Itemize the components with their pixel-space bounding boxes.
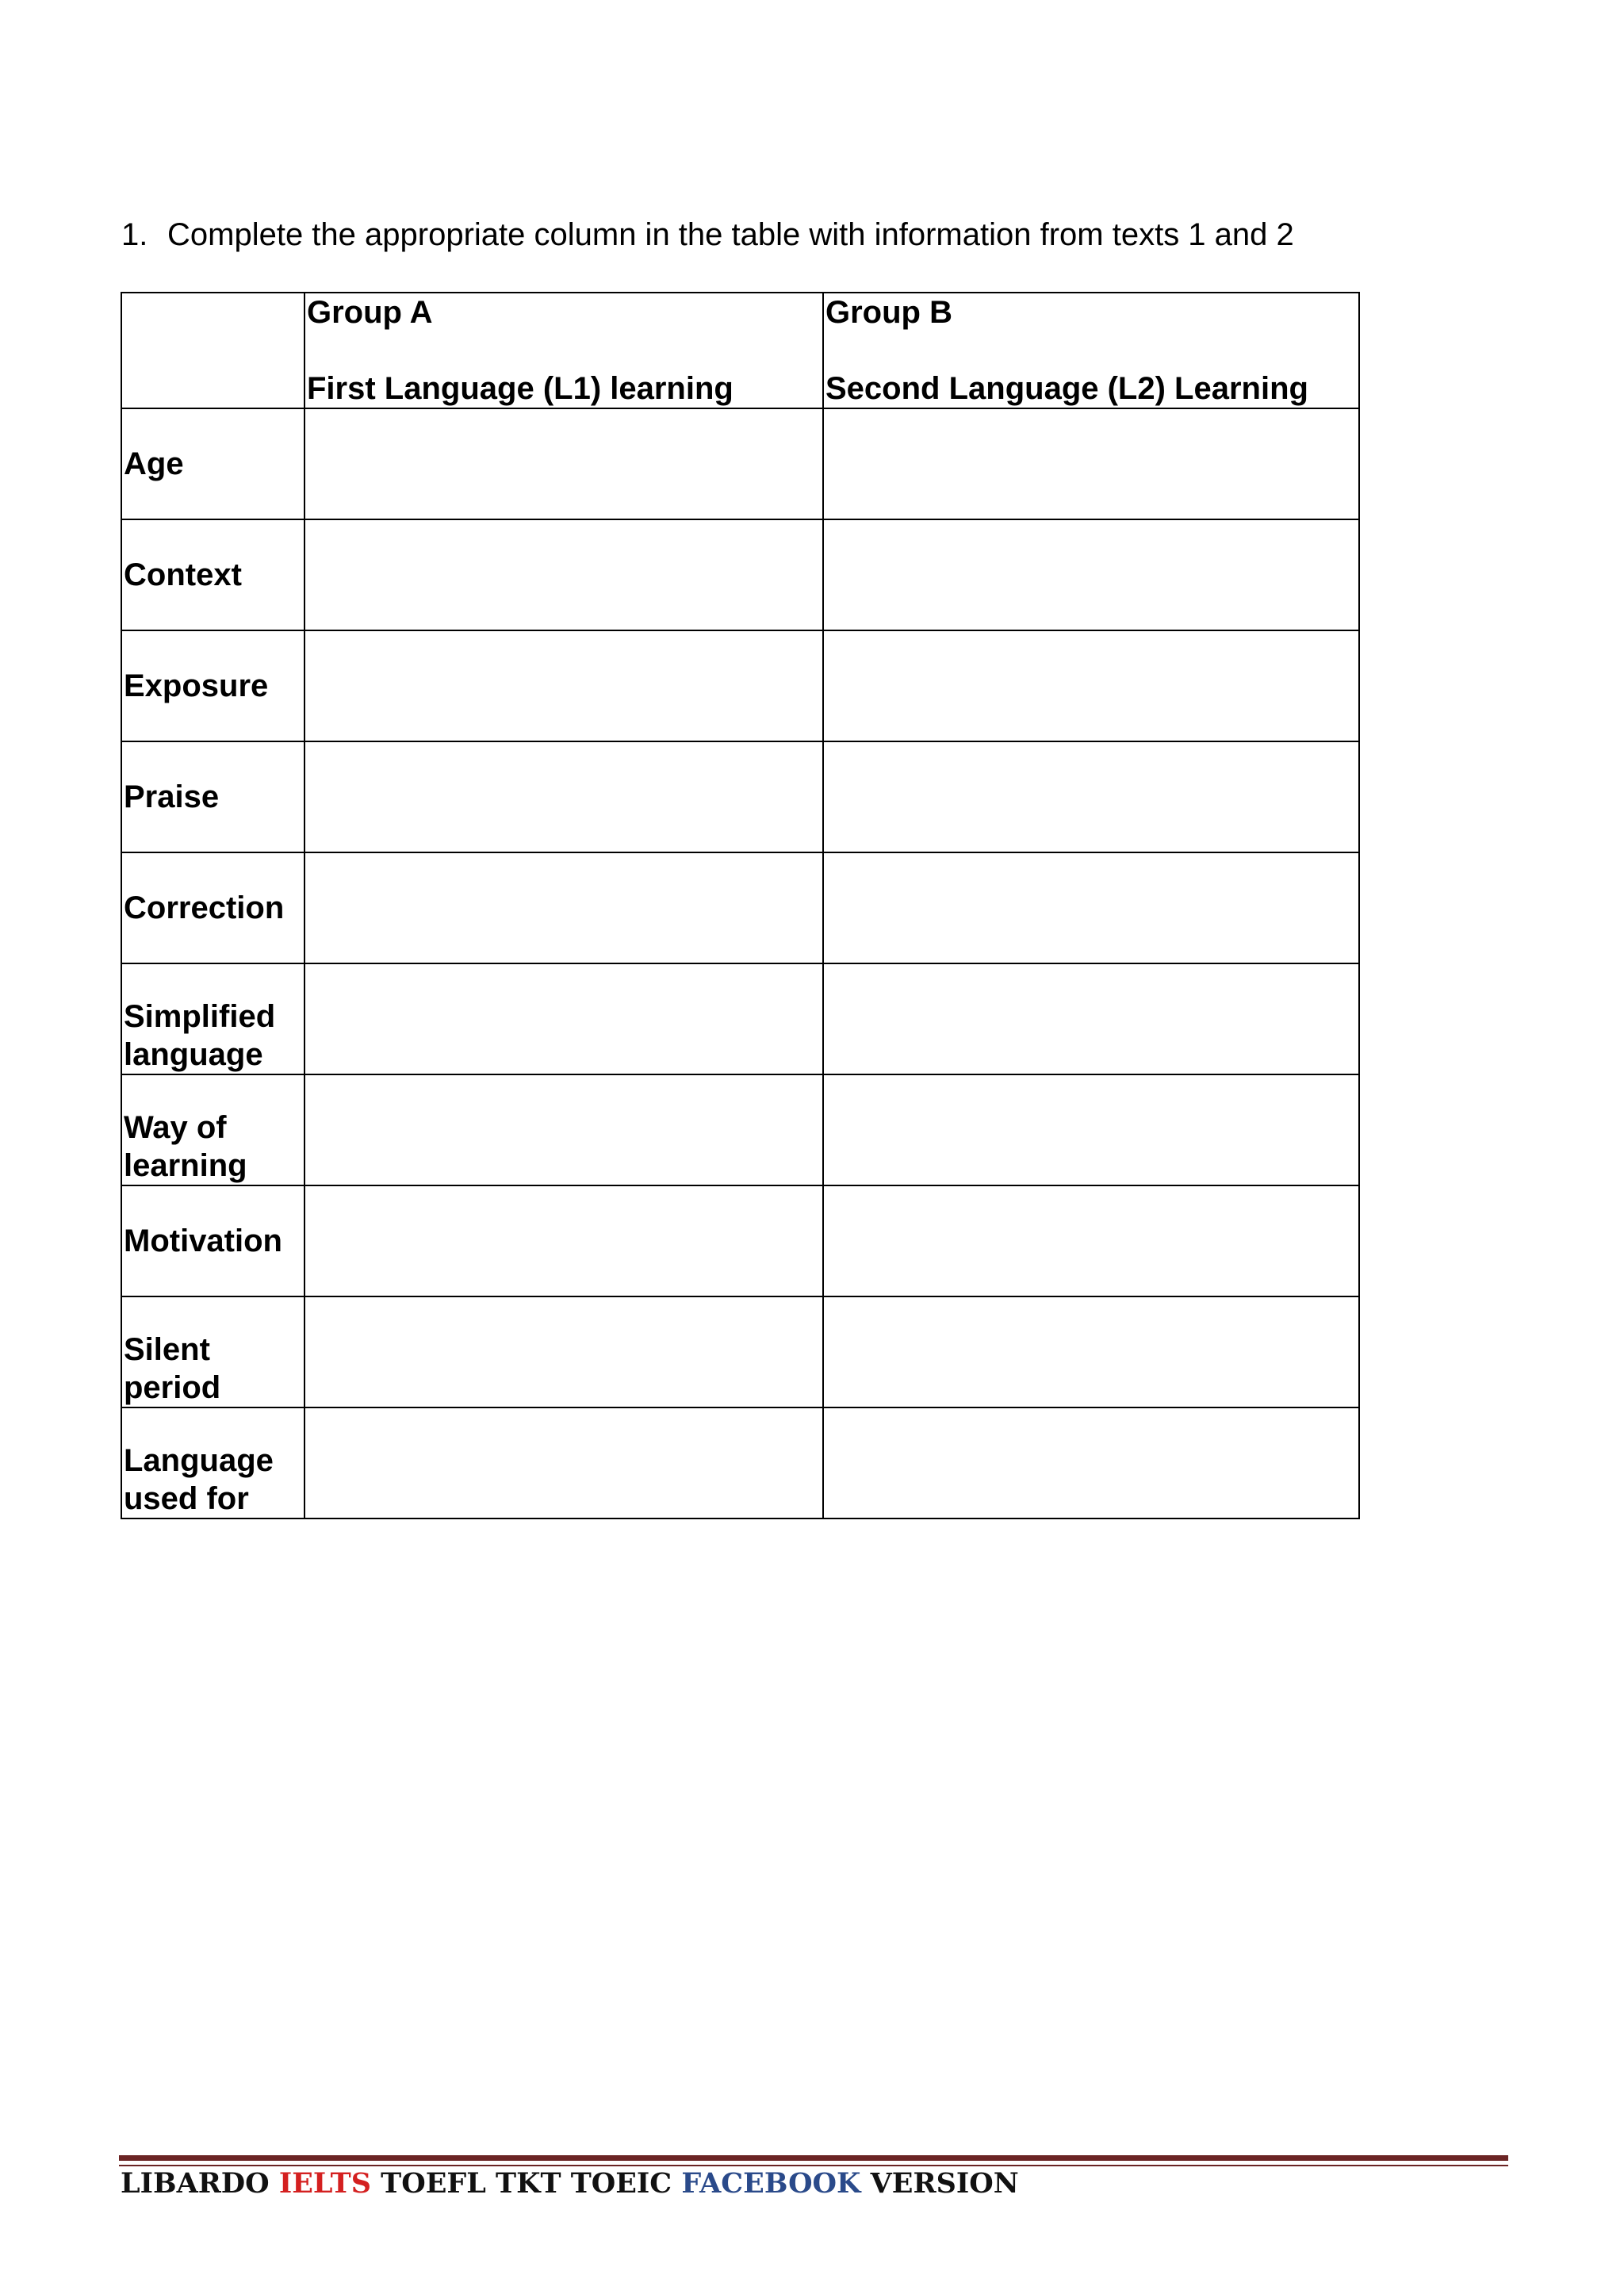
comparison-table [121,292,1360,1519]
instruction-number: 1. [121,217,148,252]
footer-author: LIBARDO [121,2167,279,2200]
table-row [121,1407,1359,1518]
answer-cell-group-a[interactable] [304,1296,823,1407]
table-header-row [121,293,1359,408]
footer-version: VERSION [860,2167,1019,2200]
row-label-language-used-for: Language used for [121,1407,304,1518]
header-group-b [823,293,1359,408]
footer-exams: TOEFL TKT TOEIC [370,2167,682,2200]
header-group-b-name: Group B [825,295,952,330]
corner-cell [121,293,304,408]
answer-cell-group-b[interactable] [823,1185,1359,1296]
answer-cell-group-b[interactable] [823,852,1359,963]
table-row [121,630,1359,741]
table-row [121,1296,1359,1407]
answer-cell-group-a[interactable] [304,1074,823,1185]
header-group-a [304,293,823,408]
header-group-b-title: Second Language (L2) Learning [825,371,1308,406]
header-group-a-title: First Language (L1) learning [307,371,733,406]
answer-cell-group-a[interactable] [304,408,823,519]
answer-cell-group-a[interactable] [304,1407,823,1518]
footer-facebook: FACEBOOK [681,2167,861,2200]
table-row [121,1185,1359,1296]
instruction [121,216,1294,254]
table-row [121,408,1359,519]
footer-credit [121,2166,1019,2201]
table-row [121,1074,1359,1185]
row-label-praise: Praise [121,741,304,852]
row-label-way-of-learning: Way of learning [121,1074,304,1185]
answer-cell-group-a[interactable] [304,963,823,1074]
row-label-motivation: Motivation [121,1185,304,1296]
row-label-correction: Correction [121,852,304,963]
row-label-context: Context [121,519,304,630]
table-row [121,519,1359,630]
answer-cell-group-a[interactable] [304,741,823,852]
table-row [121,852,1359,963]
answer-cell-group-b[interactable] [823,630,1359,741]
header-group-a-name: Group A [307,295,433,330]
answer-cell-group-b[interactable] [823,741,1359,852]
answer-cell-group-b[interactable] [823,408,1359,519]
footer-divider [119,2155,1508,2161]
answer-cell-group-a[interactable] [304,852,823,963]
answer-cell-group-b[interactable] [823,1074,1359,1185]
row-label-exposure: Exposure [121,630,304,741]
instruction-text: Complete the appropriate column in the table with information from texts 1 and 2 [167,217,1294,252]
answer-cell-group-a[interactable] [304,1185,823,1296]
table-row [121,963,1359,1074]
answer-cell-group-b[interactable] [823,519,1359,630]
answer-cell-group-b[interactable] [823,1407,1359,1518]
row-label-simplified-language: Simplified language [121,963,304,1074]
answer-cell-group-a[interactable] [304,630,823,741]
footer-ielts: IELTS [278,2167,371,2200]
row-label-silent-period: Silent period [121,1296,304,1407]
row-label-age: Age [121,408,304,519]
answer-cell-group-b[interactable] [823,963,1359,1074]
table-row [121,741,1359,852]
answer-cell-group-b[interactable] [823,1296,1359,1407]
answer-cell-group-a[interactable] [304,519,823,630]
